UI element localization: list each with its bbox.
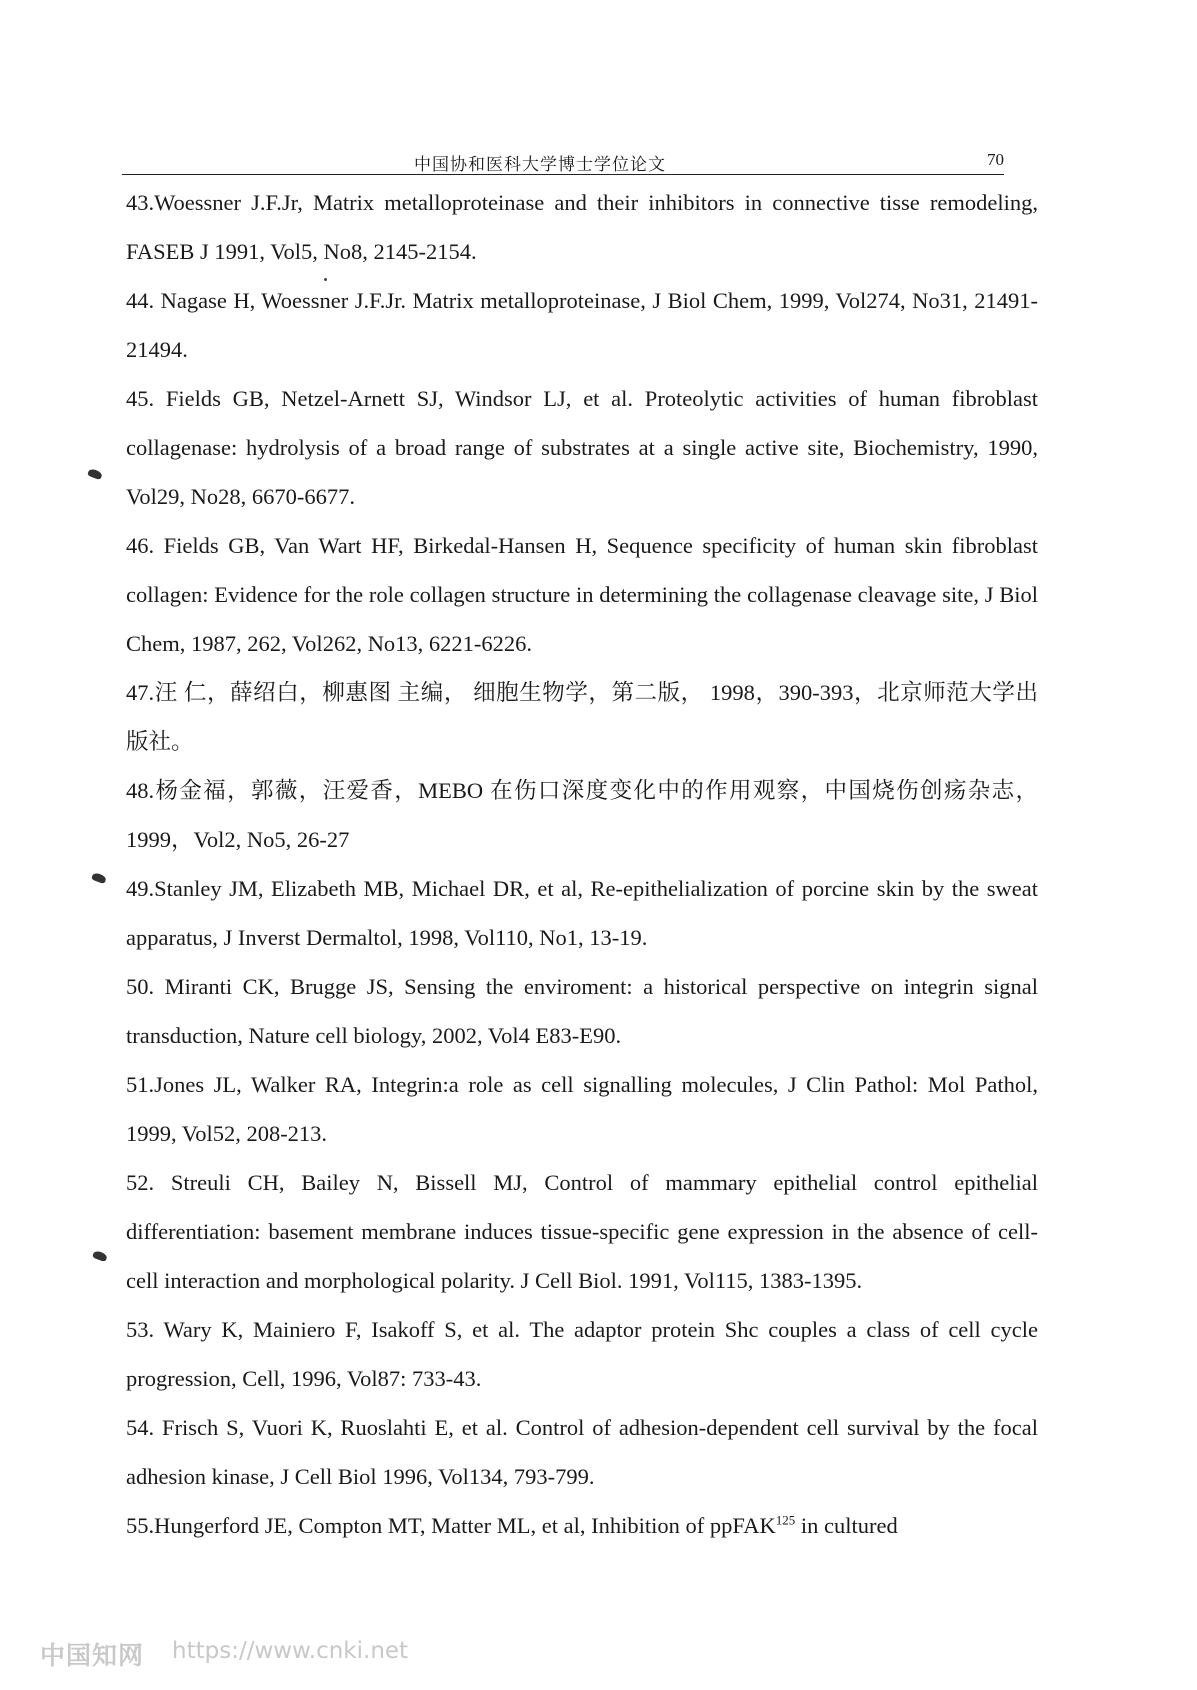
ref55-superscript: 125 xyxy=(775,1512,796,1528)
cnki-url: https://www.cnki.net xyxy=(172,1638,409,1664)
header-title: 中国协和医科大学博士学位论文 xyxy=(414,155,666,174)
reference-item: 49.Stanley JM, Elizabeth MB, Michael DR, et al, Re-epithelialization of porcine skin by the sweat apparatus, J Inverst Dermaltol, 1998, Vol110, No1, 13-19. xyxy=(126,876,1038,950)
reference-item: 53. Wary K, Mainiero F, Isakoff S, et al. The adaptor protein Shc couples a class of cell cycle progression, Cell, 1996, Vol87: 733-43. xyxy=(126,1317,1038,1391)
reference-item: 52. Streuli CH, Bailey N, Bissell MJ, Control of mammary epithelial control epithelial differentiation: basement membrane induces tissue-specific gene expression in the absence of cell-cell interaction and morphological polarity. J Cell Biol. 1991, Vol115, 1383-1395. xyxy=(126,1170,1038,1293)
scan-mark xyxy=(91,872,107,884)
reference-item: 54. Frisch S, Vuori K, Ruoslahti E, et al. Control of adhesion-dependent cell survival by the focal adhesion kinase, J Cell Biol 1996, Vol134, 793-799. xyxy=(126,1415,1038,1489)
reference-item: 48.杨金福，郭薇，汪爱香，MEBO 在伤口深度变化中的作用观察，中国烧伤创疡杂志，1999，Vol2, No5, 26-27 xyxy=(126,778,1038,852)
reference-item: 47.汪 仁，薛绍白，柳惠图 主编， 细胞生物学，第二版， 1998，390-393，北京师范大学出版社。 xyxy=(126,680,1038,754)
running-header xyxy=(122,148,1004,175)
ref55-text: 55.Hungerford JE, Compton MT, Matter ML, et al, Inhibition of ppFAK xyxy=(126,1513,776,1538)
scan-mark xyxy=(92,1250,108,1262)
reference-item: 46. Fields GB, Van Wart HF, Birkedal-Hansen H, Sequence specificity of human skin fibroblast collagen: Evidence for the role collagen structure in determining the collagenase cleavage site, J Biol Chem, 1987, 262, Vol262, No13, 6221-6226. xyxy=(126,533,1038,656)
page-number: 70 xyxy=(987,150,1004,169)
reference-item: 51.Jones JL, Walker RA, Integrin:a role as cell signalling molecules, J Clin Pathol: Mol Pathol, 1999, Vol52, 208-213. xyxy=(126,1072,1038,1146)
reference-item: 44. Nagase H, Woessner J.F.Jr. Matrix metalloproteinase, J Biol Chem, 1999, Vol274, No31, 21491-21494. xyxy=(126,288,1038,362)
reference-item: 45. Fields GB, Netzel-Arnett SJ, Windsor LJ, et al. Proteolytic activities of human fibroblast collagenase: hydrolysis of a broad range of substrates at a single active site, Biochemistry, 1990, Vol29, No28, 6670-6677. xyxy=(126,386,1038,509)
reference-list xyxy=(126,178,1038,1550)
scan-mark xyxy=(87,468,103,480)
ref55-text-end: in cultured xyxy=(795,1513,898,1538)
reference-item: 50. Miranti CK, Brugge JS, Sensing the enviroment: a historical perspective on integrin signal transduction, Nature cell biology, 2002, Vol4 E83-E90. xyxy=(126,974,1038,1048)
cnki-watermark: 中国知网 xyxy=(40,1641,145,1670)
scan-speck xyxy=(324,278,327,281)
reference-item-55 xyxy=(126,1501,1038,1550)
reference-item: 43.Woessner J.F.Jr, Matrix metalloproteinase and their inhibitors in connective tisse remodeling, FASEB J 1991, Vol5, No8, 2145-2154. xyxy=(126,190,1038,264)
